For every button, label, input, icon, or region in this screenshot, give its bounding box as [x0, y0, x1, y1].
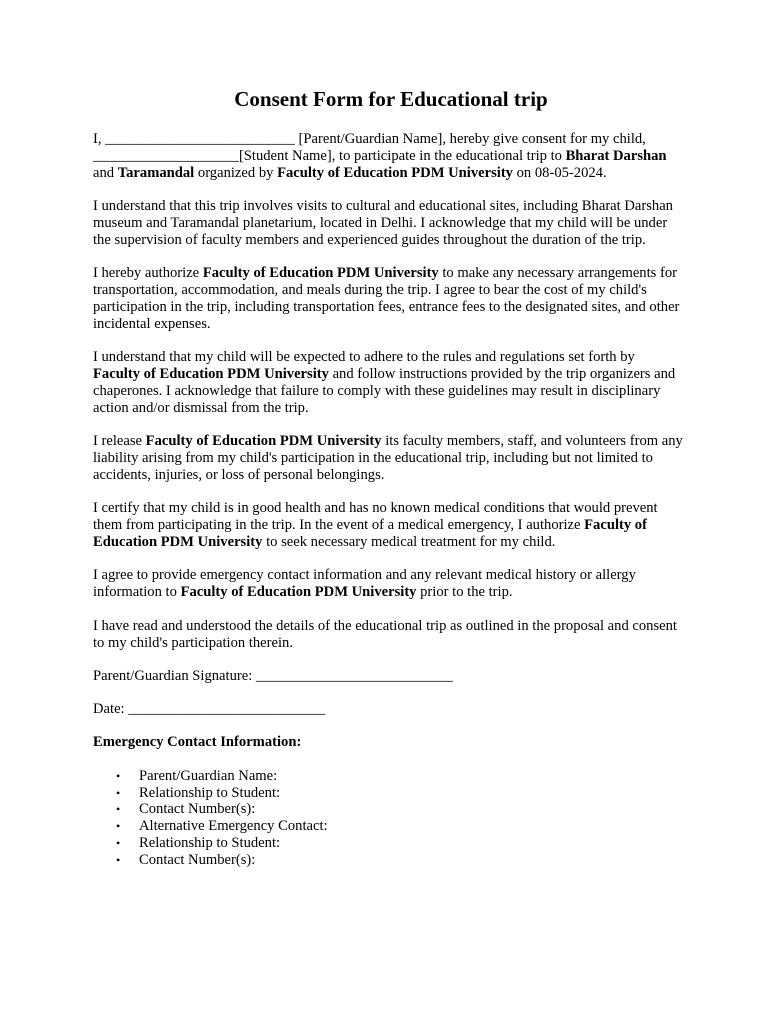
list-item	[93, 835, 683, 852]
paragraph-text: and follow instructions provided by the trip organizers and chaperones. I acknowledge that failure to comply with these guidelines may result in disciplinary action and/or dismissal from the trip.	[93, 366, 676, 416]
bullet-icon: •	[116, 768, 121, 783]
paragraph-text: I certify that my child is in good health and has no known medical conditions that would prevent them from participating in the trip. In the event of a medical emergency, I authorize	[93, 500, 658, 534]
bharat-darshan-label: Bharat Darshan	[565, 147, 667, 164]
intro-text: on 08-05-2024.	[512, 164, 607, 181]
authorization-paragraph	[93, 265, 683, 333]
list-item	[93, 852, 683, 869]
intro-text: and	[93, 164, 118, 181]
rules-paragraph	[93, 349, 683, 417]
list-item-label: Parent/Guardian Name:	[139, 767, 278, 784]
paragraph-text: prior to the trip.	[416, 584, 513, 601]
trip-details-paragraph: I understand that this trip involves visits to cultural and educational sites, including Bharat Darshan museum and Taramandal planetarium, located in Delhi. I acknowledge that my child will be under the supervision of faculty members and experienced guides throughout the duration of the trip.	[93, 198, 673, 248]
emergency-info-paragraph	[93, 567, 683, 601]
list-item	[93, 818, 683, 835]
organizer-name: Faculty of Education PDM University	[277, 164, 513, 181]
paragraph-text: its faculty members, staff, and volunteers from any liability arising from my child's participation in the educational trip, including but not limited to accidents, injuries, or loss of personal belongings.	[93, 433, 683, 484]
list-item-label: Relationship to Student:	[139, 784, 281, 801]
list-item-label: Alternative Emergency Contact:	[139, 818, 328, 835]
bullet-icon: •	[116, 852, 121, 867]
bullet-icon: •	[116, 785, 121, 800]
bullet-icon: •	[116, 802, 121, 817]
consent-intro-paragraph	[93, 131, 683, 182]
acknowledgement-paragraph: I have read and understood the details of the educational trip as outlined in the proposal and consent to my child's participation therein.	[93, 617, 677, 651]
paragraph-text: I agree to provide emergency contact information and any relevant medical history or allergy information to	[93, 567, 636, 601]
list-item	[93, 785, 683, 802]
list-item	[93, 801, 683, 818]
consent-form-document	[93, 86, 683, 869]
page-title: Consent Form for Educational trip	[234, 87, 548, 111]
organizer-name: Faculty of Education PDM University	[93, 366, 329, 383]
paragraph-text: I release	[93, 433, 146, 450]
organizer-name: Faculty of Education PDM University	[145, 433, 382, 450]
intro-text: I, __________________________ [Parent/Guardian Name], hereby give consent for my child, ____________________[Student Name], to participate in the educational trip to	[93, 131, 646, 164]
paragraph-text: I hereby authorize	[93, 265, 203, 282]
emergency-contact-list	[93, 768, 683, 869]
paragraph-text: to make any necessary arrangements for transportation, accommodation, and meals during the trip. I agree to bear the cost of my child's participation in the trip, including transportation fees, entrance fees to the designated sites, and other incidental expenses.	[93, 265, 680, 332]
emergency-contact-heading: Emergency Contact Information:	[93, 734, 302, 751]
organizer-name: Faculty of Education PDM University	[202, 265, 439, 282]
intro-text: organized by	[194, 164, 278, 181]
list-item-label: Contact Number(s):	[139, 801, 256, 818]
list-item-label: Contact Number(s):	[139, 851, 256, 868]
paragraph-text: to seek necessary medical treatment for my child.	[262, 534, 556, 551]
organizer-name: Faculty of Education PDM University	[180, 584, 417, 601]
medical-paragraph	[93, 500, 683, 551]
list-item-label: Relationship to Student:	[139, 834, 281, 851]
organizer-name: Faculty of Education PDM University	[93, 517, 647, 551]
bullet-icon: •	[116, 835, 121, 850]
list-item	[93, 768, 683, 785]
taramandal-label: Taramandal	[117, 164, 195, 181]
signature-line: Parent/Guardian Signature: ___________________________	[93, 667, 453, 684]
paragraph-text: I understand that my child will be expected to adhere to the rules and regulations set forth by	[93, 349, 635, 366]
date-line: Date: ___________________________	[93, 701, 326, 718]
bullet-icon: •	[116, 819, 121, 834]
liability-release-paragraph	[93, 433, 683, 484]
